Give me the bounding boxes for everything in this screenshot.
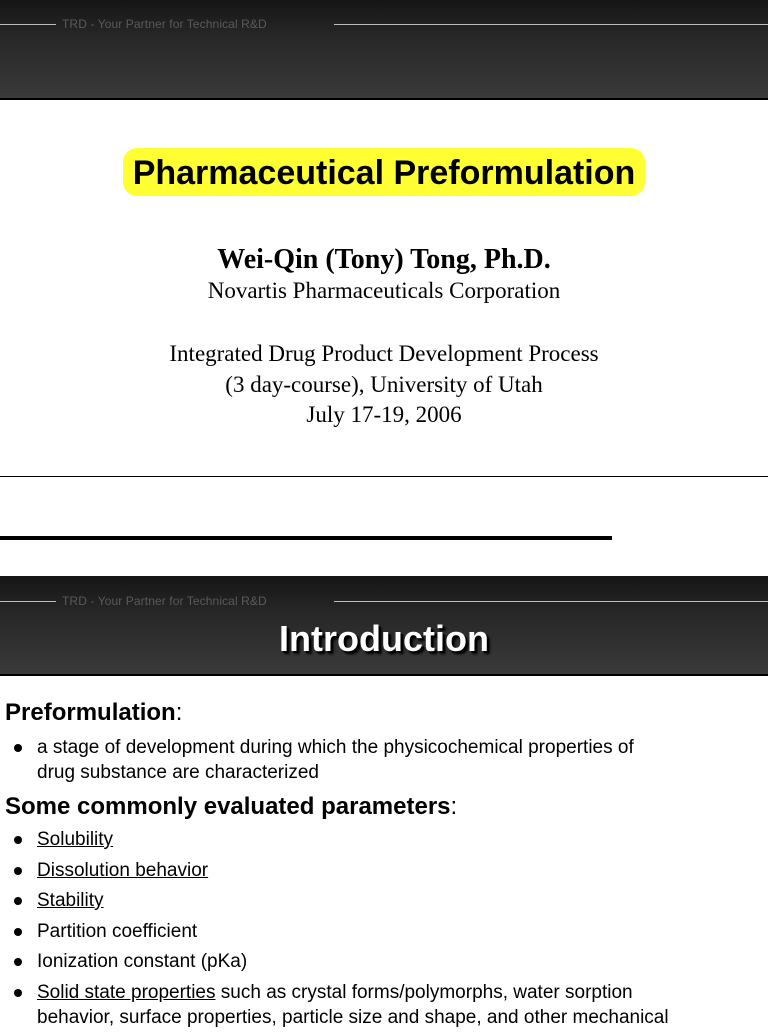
course-info bbox=[0, 339, 768, 431]
tagline-rule-right bbox=[334, 601, 768, 602]
slide1-bottom-divider bbox=[0, 476, 768, 477]
parameters-heading bbox=[5, 792, 457, 822]
dissolution-behavior-link[interactable]: Dissolution behavior bbox=[37, 859, 209, 881]
preformulation-heading-text: Preformulation bbox=[5, 699, 176, 726]
list-item bbox=[0, 980, 768, 1030]
slide1-header-banner bbox=[0, 0, 768, 100]
list-item bbox=[0, 858, 768, 883]
author-affiliation: Novartis Pharmaceuticals Corporation bbox=[207, 278, 561, 303]
course-date: July 17-19, 2006 bbox=[306, 402, 462, 427]
solid-state-description: such as crystal forms/polymorphs, water sorption bbox=[215, 981, 633, 1003]
slide1-tagline: TRD - Your Partner for Technical R&D bbox=[62, 17, 267, 31]
slide1-tagline-row bbox=[0, 18, 768, 30]
parameters-list bbox=[0, 827, 768, 1035]
slide2-tagline-row bbox=[0, 595, 768, 607]
tagline-rule-left bbox=[0, 24, 56, 25]
definition-line-1: a stage of development during which the physicochemical properties of bbox=[37, 737, 634, 758]
parameters-heading-text: Some commonly evaluated parameters bbox=[5, 793, 451, 820]
author-name: Wei-Qin (Tony) Tong, Ph.D. bbox=[217, 244, 551, 275]
list-item bbox=[0, 888, 768, 913]
tagline-rule-left bbox=[0, 601, 56, 602]
stability-link[interactable]: Stability bbox=[37, 890, 104, 911]
course-detail: (3 day-course), University of Utah bbox=[225, 371, 543, 397]
solid-state-description-line-2: behavior, surface properties, particle size and shape, and other mechanical bbox=[37, 1006, 669, 1028]
list-item bbox=[0, 735, 768, 785]
tagline-rule-right bbox=[334, 24, 768, 25]
definition-line-2: drug substance are characterized bbox=[37, 762, 319, 783]
preformulation-heading-colon: : bbox=[175, 699, 183, 726]
ionization-constant-text: Ionization constant (pKa) bbox=[37, 951, 248, 972]
slide-separator-line bbox=[0, 536, 612, 540]
course-name: Integrated Drug Product Development Process bbox=[169, 341, 599, 366]
slide2-title: Introduction bbox=[279, 618, 489, 659]
list-item bbox=[0, 919, 768, 944]
slide1-title-wrap bbox=[0, 148, 768, 196]
parameters-heading-colon: : bbox=[450, 793, 458, 820]
slide1-title: Pharmaceutical Preformulation bbox=[123, 148, 646, 196]
definition-list bbox=[0, 735, 768, 785]
preformulation-heading bbox=[5, 698, 182, 728]
list-item bbox=[0, 827, 768, 852]
partition-coefficient-text: Partition coefficient bbox=[37, 920, 198, 942]
solubility-link[interactable]: Solubility bbox=[37, 829, 114, 850]
list-item bbox=[0, 949, 768, 974]
slide2-tagline: TRD - Your Partner for Technical R&D bbox=[62, 594, 267, 608]
solid-state-properties-link[interactable]: Solid state properties bbox=[37, 981, 216, 1003]
